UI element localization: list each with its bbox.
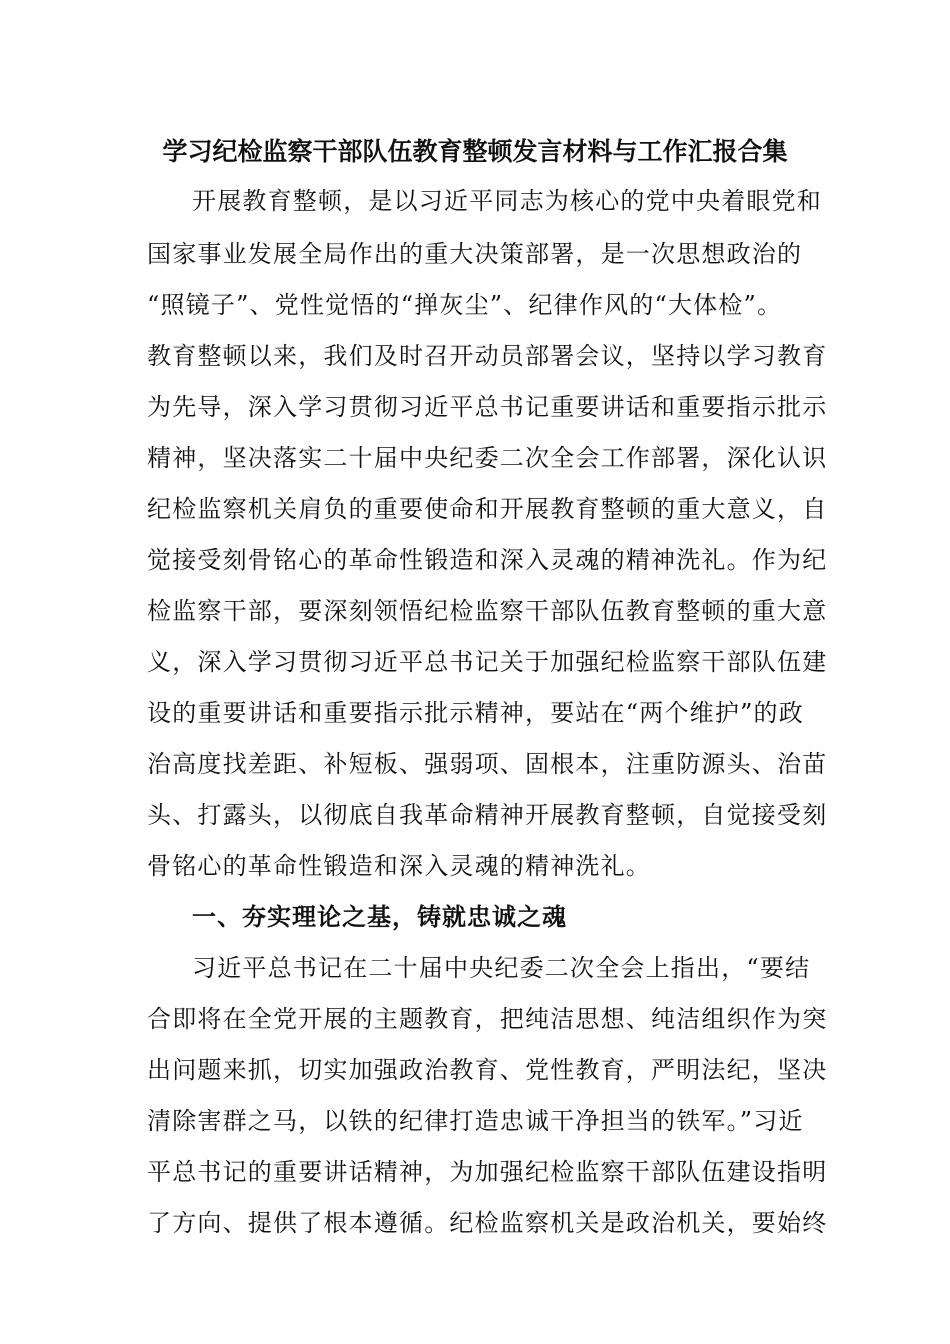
paragraph-line: 开展教育整顿，是以习近平同志为核心的党中央着眼党和 [192, 187, 822, 215]
paragraph-line: 平总书记的重要讲话精神，为加强纪检监察干部队伍建设指明 [147, 1158, 828, 1186]
paragraph-line: 清除害群之马，以铁的纪律打造忠诚干净担当的铁军。”习近 [147, 1107, 804, 1135]
paragraph-line: 了方向、提供了根本遵循。纪检监察机关是政治机关，要始终 [147, 1209, 828, 1237]
paragraph-line: 设的重要讲话和重要指示批示精神，要站在“两个维护”的政 [147, 699, 804, 727]
section-heading: 一、夯实理论之基，铸就忠诚之魂 [192, 903, 567, 931]
paragraph-line: 精神，坚决落实二十届中央纪委二次全会工作部署，深化认识 [147, 444, 828, 472]
paragraph-line: 检监察干部，要深刻领悟纪检监察干部队伍教育整顿的重大意 [147, 597, 828, 625]
paragraph-line: 为先导，深入学习贯彻习近平总书记重要讲话和重要指示批示 [147, 393, 828, 421]
paragraph-line: 头、打露头，以彻底自我革命精神开展教育整顿，自觉接受刻 [147, 801, 828, 829]
paragraph-line: 义，深入学习贯彻习近平总书记关于加强纪检监察干部队伍建 [147, 648, 828, 676]
paragraph-line: 治高度找差距、补短板、强弱项、固根本，注重防源头、治苗 [147, 750, 828, 778]
document-title: 学习纪检监察干部队伍教育整顿发言材料与工作汇报合集 [162, 137, 788, 166]
paragraph-line: “照镜子”、党性觉悟的“掸灰尘”、纪律作风的“大体检”。 [147, 291, 783, 319]
paragraph-line: 教育整顿以来，我们及时召开动员部署会议，坚持以学习教育 [147, 342, 828, 370]
paragraph-line: 觉接受刻骨铭心的革命性锻造和深入灵魂的精神洗礼。作为纪 [147, 546, 828, 574]
paragraph-line: 习近平总书记在二十届中央纪委二次全会上指出，“要结 [192, 954, 811, 982]
paragraph-line: 国家事业发展全局作出的重大决策部署，是一次思想政治的 [147, 240, 803, 268]
paragraph-line: 骨铭心的革命性锻造和深入灵魂的精神洗礼。 [147, 852, 651, 880]
paragraph-line: 合即将在全党开展的主题教育，把纯洁思想、纯洁组织作为突 [147, 1005, 828, 1033]
paragraph-line: 出问题来抓，切实加强政治教育、党性教育，严明法纪，坚决 [147, 1056, 828, 1084]
paragraph-line: 纪检监察机关肩负的重要使命和开展教育整顿的重大意义，自 [147, 495, 828, 523]
